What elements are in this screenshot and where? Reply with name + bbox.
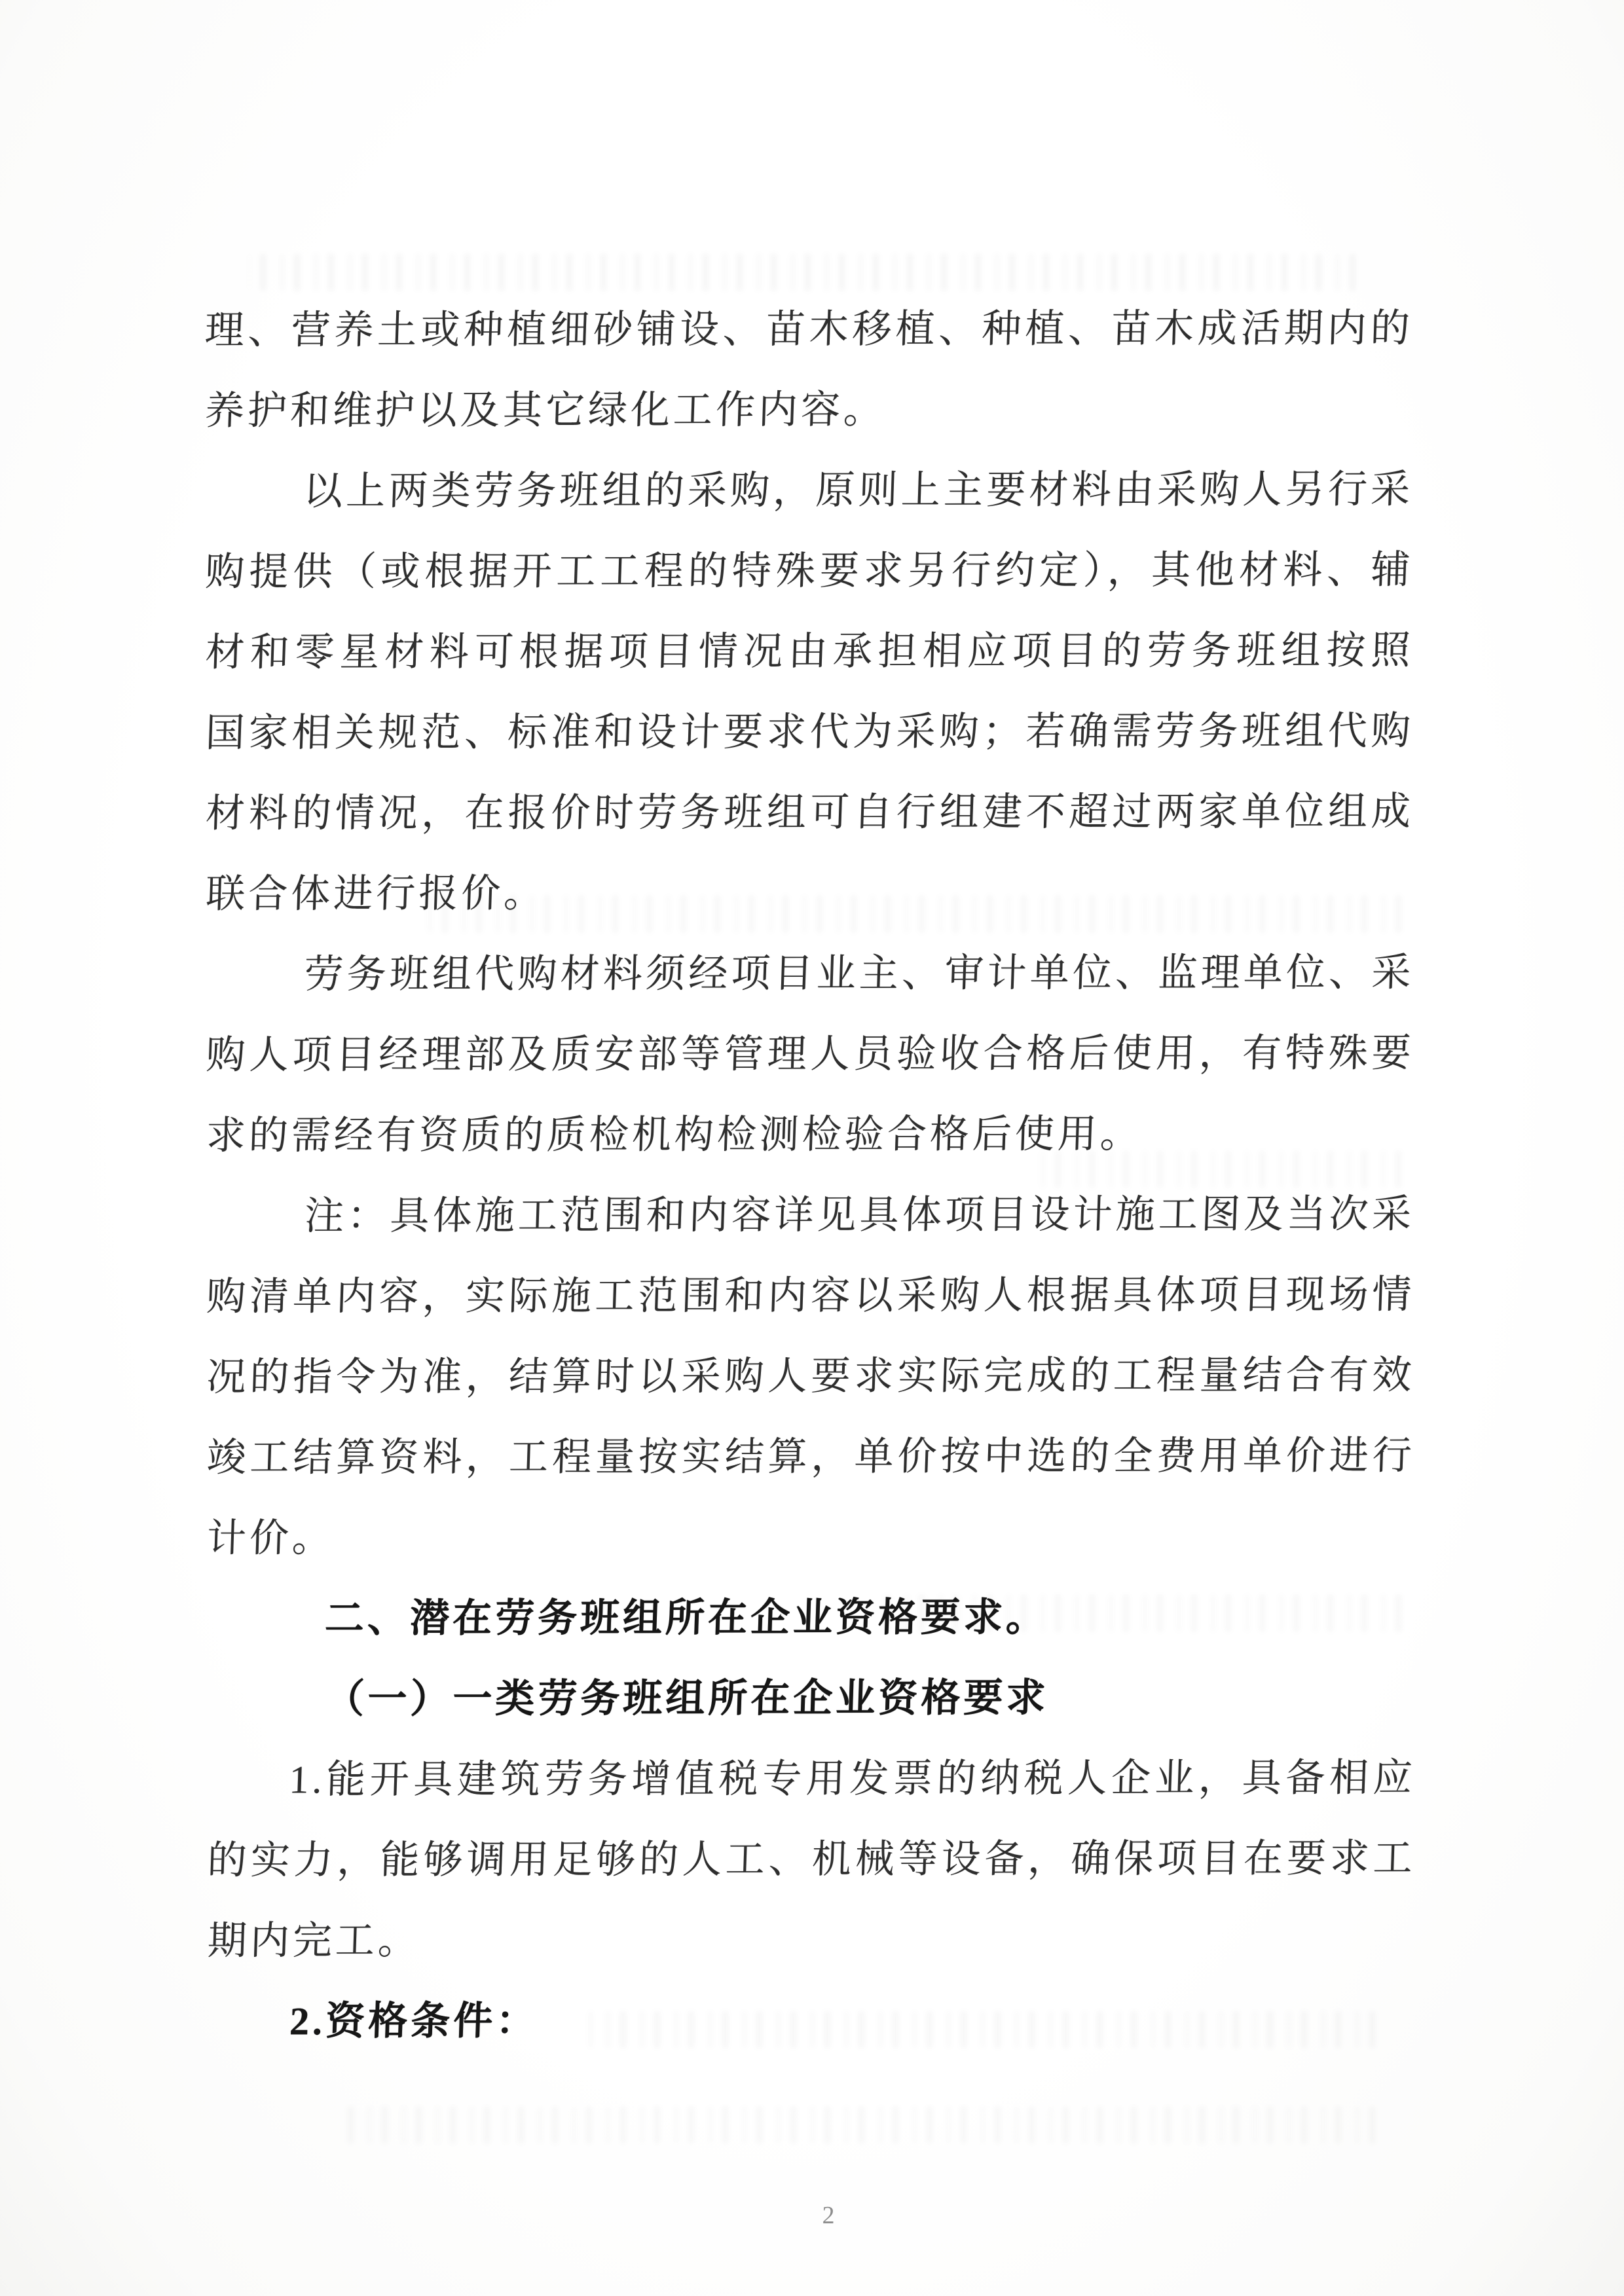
section-heading: 二、潜在劳务班组所在企业资格要求。 xyxy=(324,1595,1050,1641)
text-line: 期内完工。 xyxy=(206,1919,422,1963)
text-line: 材和零星材料可根据项目情况由承担相应项目的劳务班组按照 xyxy=(204,629,1414,674)
bleed-through-artifact xyxy=(249,254,1356,291)
text-line: 联合体进行报价。 xyxy=(205,871,547,916)
text-line: 理、营养土或种植细砂铺设、苗木移植、种植、苗木成活期内的 xyxy=(204,306,1414,352)
text-line: 购提供（或根据开工工程的特殊要求另行约定），其他材料、辅 xyxy=(204,548,1414,594)
note-line: 注：具体施工范围和内容详见具体项目设计施工图及当次采 xyxy=(304,1192,1416,1238)
body-text xyxy=(205,288,1416,2062)
bleed-through-artifact xyxy=(341,2107,1375,2143)
page-number: 2 xyxy=(822,2202,835,2229)
text-line: 养护和维护以及其它绿化工作内容。 xyxy=(204,388,887,433)
text-line: 材料的情况，在报价时劳务班组可自行组建不超过两家单位组成 xyxy=(204,790,1415,835)
text-line: 竣工结算资料，工程量按实结算，单价按中选的全费用单价进行 xyxy=(206,1434,1416,1480)
text-line: 以上两类劳务班组的采购，原则上主要材料由采购人另行采 xyxy=(303,467,1414,513)
text-line: 况的指令为准，结算时以采购人要求实际完成的工程量结合有效 xyxy=(206,1353,1416,1399)
text-line: 的实力，能够调用足够的人工、机械等设备，确保项目在要求工 xyxy=(206,1836,1416,1882)
subsection-heading: （一）一类劳务班组所在企业资格要求 xyxy=(324,1676,1050,1721)
text-line: 计价。 xyxy=(206,1516,336,1560)
text-line: 国家相关规范、标准和设计要求代为采购；若确需劳务班组代购 xyxy=(204,709,1414,755)
text-line: 求的需经有资质的质检机构检测检验合格后使用。 xyxy=(205,1112,1144,1157)
text-line: 购清单内容，实际施工范围和内容以采购人根据具体项目现场情 xyxy=(206,1273,1416,1319)
numbered-item-heading: 2.资格条件： xyxy=(289,1999,540,2043)
numbered-item: 1.能开具建筑劳务增值税专用发票的纳税人企业，具备相应 xyxy=(288,1756,1416,1802)
text-line: 购人项目经理部及质安部等管理人员验收合格后使用，有特殊要 xyxy=(205,1031,1415,1077)
text-line: 劳务班组代购材料须经项目业主、审计单位、监理单位、采 xyxy=(303,951,1415,996)
